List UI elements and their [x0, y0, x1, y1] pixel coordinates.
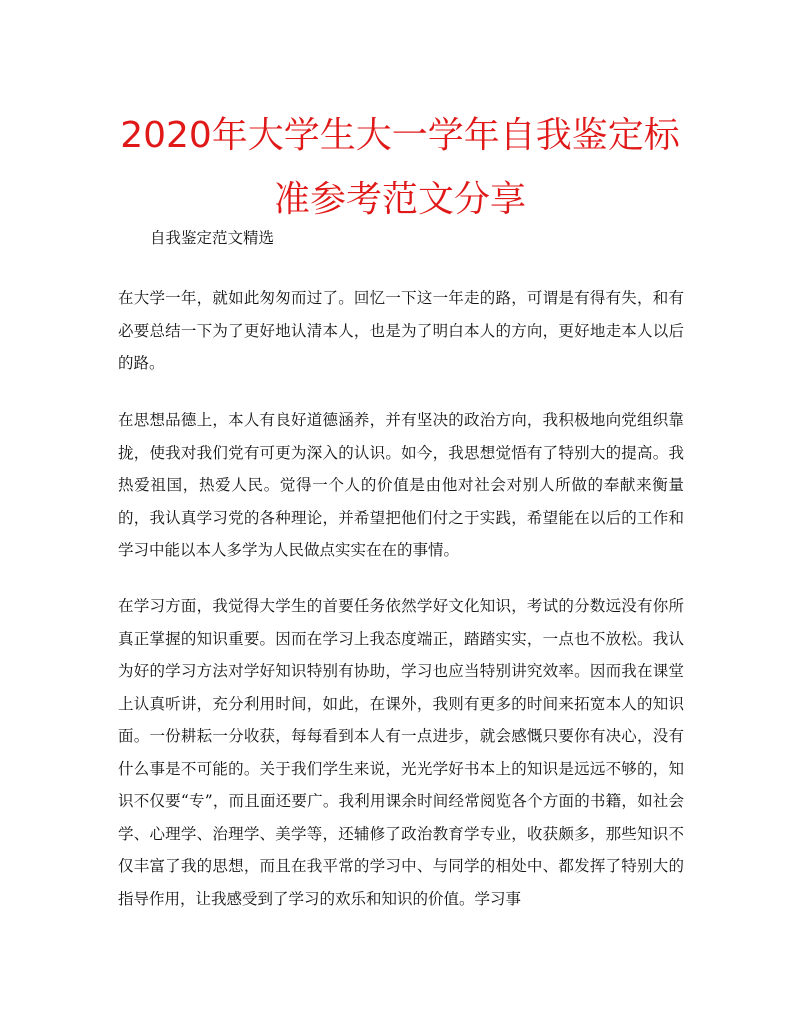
- document-subtitle: 自我鉴定范文精选: [150, 229, 275, 247]
- paragraph-ideology: 在思想品德上，本人有良好道德涵养，并有坚决的政治方向，我积极地向党组织靠拢，使我对我们党有可更为深入的认识。如今，我思想觉悟有了特别大的提高。我热爱祖国，热爱人民。觉得一个人的价值是由他对社会对别人所做的奉献来衡量的，我认真学习党的各种理论，并希望把他们付之于实践，希望能在以后的工作和学习中能以本人多学为人民做点实实在在的事情。: [118, 411, 684, 559]
- paragraph-intro: 在大学一年，就如此匆匆而过了。回忆一下这一年走的路，可谓是有得有失，和有必要总结一下为了更好地认清本人，也是为了明白本人的方向，更好地走本人以后的路。: [118, 289, 684, 372]
- paragraph-study: 在学习方面，我觉得大学生的首要任务依然学好文化知识，考试的分数远没有你所真正掌握的知识重要。因而在学习上我态度端正，踏踏实实，一点也不放松。我认为好的学习方法对学好知识特别有协助，学习也应当特别讲究效率。因而我在课堂上认真听讲，充分利用时间，如此，在课外，我则有更多的时间来拓宽本人的知识面。一份耕耘一分收获，每每看到本人有一点进步，就会感慨只要你有决心，没有什么事是不可能的。关于我们学生来说，光光学好书本上的知识是远远不够的，知识不仅要“专”，而且面还要广。我利用课余时间经常阅览各个方面的书籍，如社会学、心理学、治理学、美学等，还辅修了政治教育学专业，收获颇多，那些知识不仅丰富了我的思想，而且在我平常的学习中、与同学的相处中、都发挥了特别大的指导作用，让我感受到了学习的欢乐和知识的价值。学习事: [118, 597, 684, 908]
- document-title: 2020年大学生大一学年自我鉴定标准参考范文分享: [120, 115, 680, 220]
